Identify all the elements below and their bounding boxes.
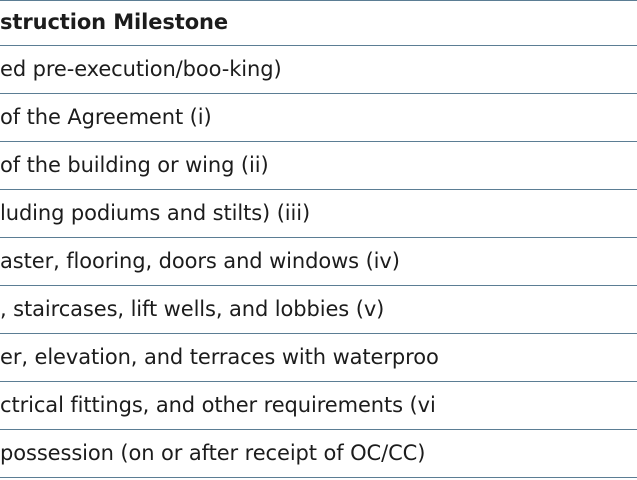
table-row [0,190,637,238]
table-row [0,142,637,190]
table-row [0,46,637,94]
milestone-cell: possession (on or after receipt of OC/CC) [0,441,426,465]
table-row [0,94,637,142]
milestone-cell: of the building or wing (ii) [0,153,269,177]
table-row [0,430,637,478]
milestone-cell: of the Agreement (i) [0,105,212,129]
milestone-cell: luding podiums and stilts) (iii) [0,201,311,225]
table-row [0,238,637,286]
table-row [0,334,637,382]
column-header-construction-milestone: struction Milestone [0,10,229,34]
milestone-cell: ed pre-execution/boo-king) [0,57,282,81]
table-row [0,382,637,430]
milestone-cell: ctrical fittings, and other requirements (vi [0,393,436,417]
milestone-cell: er, elevation, and terraces with waterproo [0,345,439,369]
table-row [0,286,637,334]
milestone-cell: aster, flooring, doors and windows (iv) [0,249,400,273]
table-header-row [0,0,637,46]
milestone-cell: , staircases, lift wells, and lobbies (v) [0,297,385,321]
